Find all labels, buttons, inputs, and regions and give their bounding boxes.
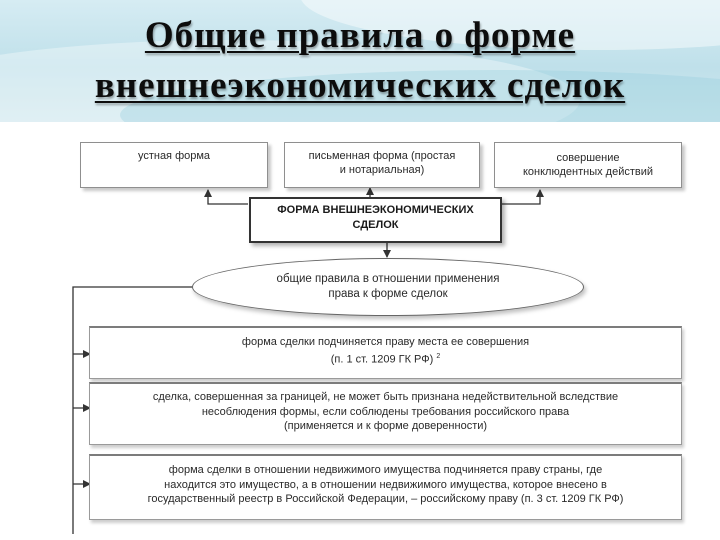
rule-2-line1: сделка, совершенная за границей, не может быть признана недействительной вследствие [152, 391, 619, 403]
slide-title-line1: Общие правила о форме [144, 15, 576, 56]
form-written-label-line1: письменная форма (простая [308, 150, 456, 162]
rule-3-line3: государственный реестр в Российской Федерации, – российскому праву (п. 3 ст. 1209 ГК РФ) [147, 493, 624, 505]
general-rules-ellipse [192, 258, 584, 316]
diagram-area [0, 122, 720, 540]
form-oral-label: устная форма [137, 150, 211, 162]
form-box-conclusive-actions [494, 142, 682, 188]
arrow-to-oral-form [208, 190, 248, 204]
form-written-label-line2: и нотариальная) [339, 164, 425, 176]
form-box-oral [80, 142, 268, 188]
central-concept-line1: ФОРМА ВНЕШНЕЭКОНОМИЧЕСКИХ [277, 204, 474, 216]
form-conclusive-label-line1: совершение [556, 152, 620, 164]
rule-1-footnote: 2 [436, 352, 441, 360]
rule-box-3 [89, 454, 682, 520]
central-concept-box [249, 197, 502, 243]
rule-box-2 [89, 382, 682, 445]
slide-title-line2: внешнеэкономических сделок [94, 65, 626, 106]
form-box-written [284, 142, 480, 188]
central-concept-line2: СДЕЛОК [352, 219, 399, 231]
general-rules-line1: общие правила в отношении применения [276, 273, 500, 285]
general-rules-line2: права к форме сделок [328, 288, 448, 300]
rule-2-line3: (применяется и к форме доверенности) [283, 420, 488, 432]
rule-3-line2: находится это имущество, а в отношении недвижимого имущества, которое внесено в [164, 478, 607, 491]
rule-1-line1: форма сделки подчиняется праву места ее совершения [241, 336, 530, 348]
title-header [0, 0, 720, 122]
rule-box-1 [89, 326, 682, 379]
rule-1-line2: (п. 1 ст. 1209 ГК РФ) [330, 353, 434, 366]
rule-3-line1: форма сделки в отношении недвижимого имущества подчиняется праву страны, где [168, 464, 603, 476]
arrow-to-conclusive-actions [502, 190, 540, 204]
form-conclusive-label-line2: конклюдентных действий [522, 166, 654, 178]
rule-2-line2: несоблюдения формы, если соблюдены требования российского права [201, 405, 570, 418]
